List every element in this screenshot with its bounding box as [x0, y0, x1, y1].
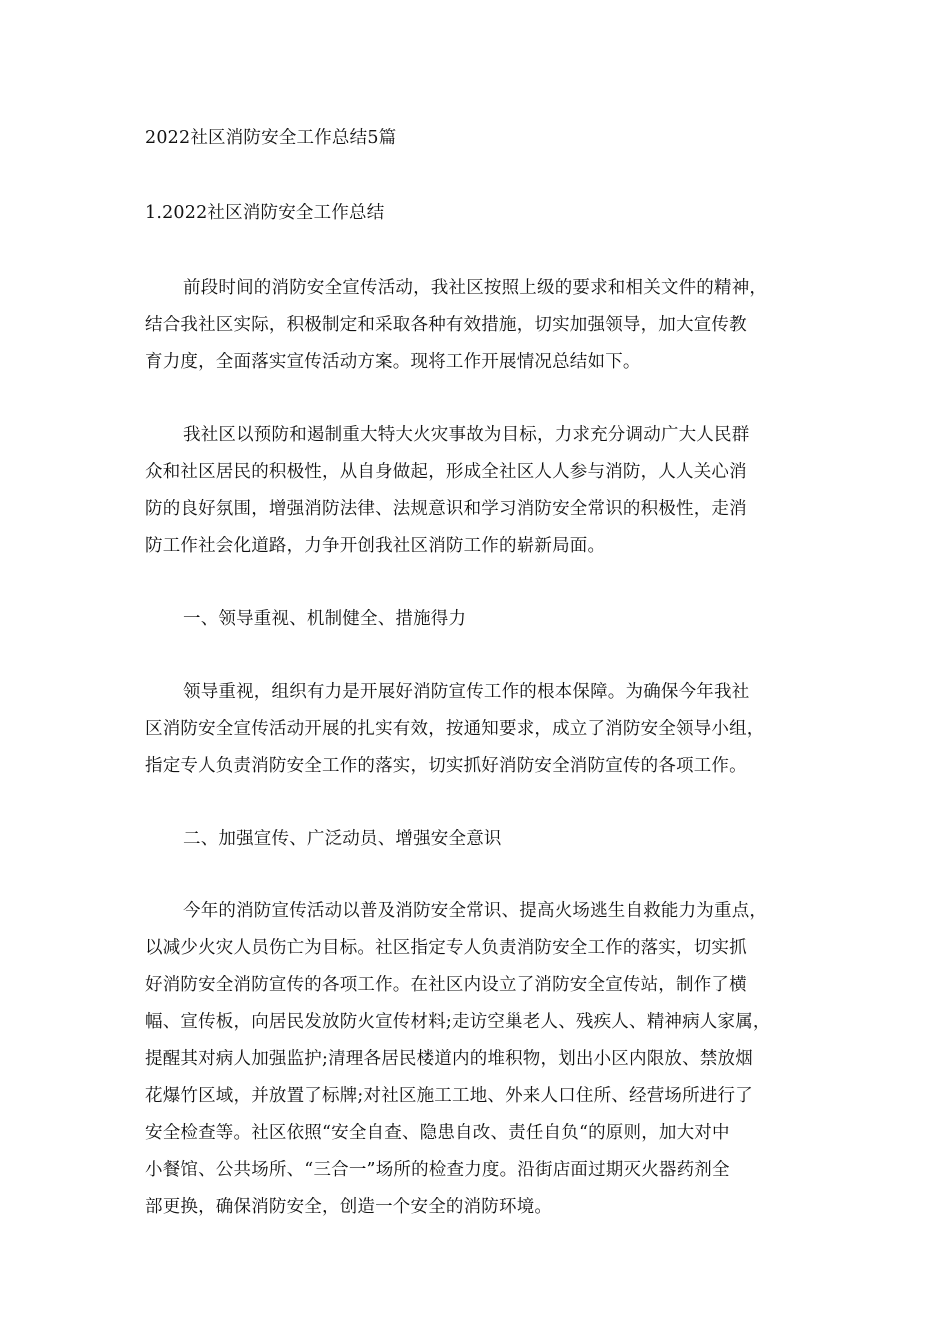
- paragraph-3-line-3: 指定专人负责消防安全工作的落实，切实抓好消防安全消防宣传的各项工作。: [145, 756, 747, 776]
- paragraph-1-line-2: 结合我社区实际，积极制定和采取各种有效措施，切实加强领导，加大宣传教: [145, 315, 747, 335]
- paragraph-2-line-2: 众和社区居民的积极性，从自身做起，形成全社区人人参与消防，人人关心消: [145, 462, 747, 482]
- paragraph-4-line-4: 幅、宣传板，向居民发放防火宣传材料;走访空巢老人、残疾人、精神病人家属，: [145, 1012, 771, 1032]
- paragraph-4-line-6: 花爆竹区域，并放置了标牌;对社区施工工地、外来人口住所、经营场所进行了: [145, 1086, 753, 1106]
- paragraph-2-line-1: 我社区以预防和遏制重大特大火灾事故为目标，力求充分调动广大人民群: [183, 425, 750, 445]
- paragraph-4-line-9: 部更换，确保消防安全，创造一个安全的消防环境。: [145, 1197, 553, 1217]
- heading-1: 一、领导重视、机制健全、措施得力: [183, 609, 467, 629]
- paragraph-4-line-7: 安全检查等。社区依照“安全自查、隐患自改、责任自负“的原则，加大对中: [145, 1123, 730, 1143]
- section-title: 1.2022社区消防安全工作总结: [145, 203, 385, 223]
- paragraph-4-line-8: 小餐馆、公共场所、“三合一”场所的检查力度。沿街店面过期灭火器药剂全: [145, 1160, 730, 1180]
- paragraph-3-line-2: 区消防安全宣传活动开展的扎实有效，按通知要求，成立了消防安全领导小组，: [145, 719, 765, 739]
- paragraph-4-line-2: 以减少火灾人员伤亡为目标。社区指定专人负责消防安全工作的落实，切实抓: [145, 938, 747, 958]
- paragraph-1-line-1: 前段时间的消防安全宣传活动，我社区按照上级的要求和相关文件的精神，: [183, 278, 768, 298]
- paragraph-4-line-1: 今年的消防宣传活动以普及消防安全常识、提高火场逃生自救能力为重点，: [183, 901, 768, 921]
- paragraph-3-line-1: 领导重视，组织有力是开展好消防宣传工作的根本保障。为确保今年我社: [183, 682, 750, 702]
- paragraph-4-line-3: 好消防安全消防宣传的各项工作。在社区内设立了消防安全宣传站，制作了横: [145, 975, 747, 995]
- paragraph-1-line-3: 育力度，全面落实宣传活动方案。现将工作开展情况总结如下。: [145, 352, 641, 372]
- heading-2: 二、加强宣传、广泛动员、增强安全意识: [183, 829, 502, 849]
- paragraph-2-line-3: 防的良好氛围，增强消防法律、法规意识和学习消防安全常识的积极性，走消: [145, 499, 747, 519]
- document-title: 2022社区消防安全工作总结5篇: [145, 128, 397, 148]
- paragraph-4-line-5: 提醒其对病人加强监护;清理各居民楼道内的堆积物，划出小区内限放、禁放烟: [145, 1049, 753, 1069]
- paragraph-2-line-4: 防工作社会化道路，力争开创我社区消防工作的崭新局面。: [145, 536, 606, 556]
